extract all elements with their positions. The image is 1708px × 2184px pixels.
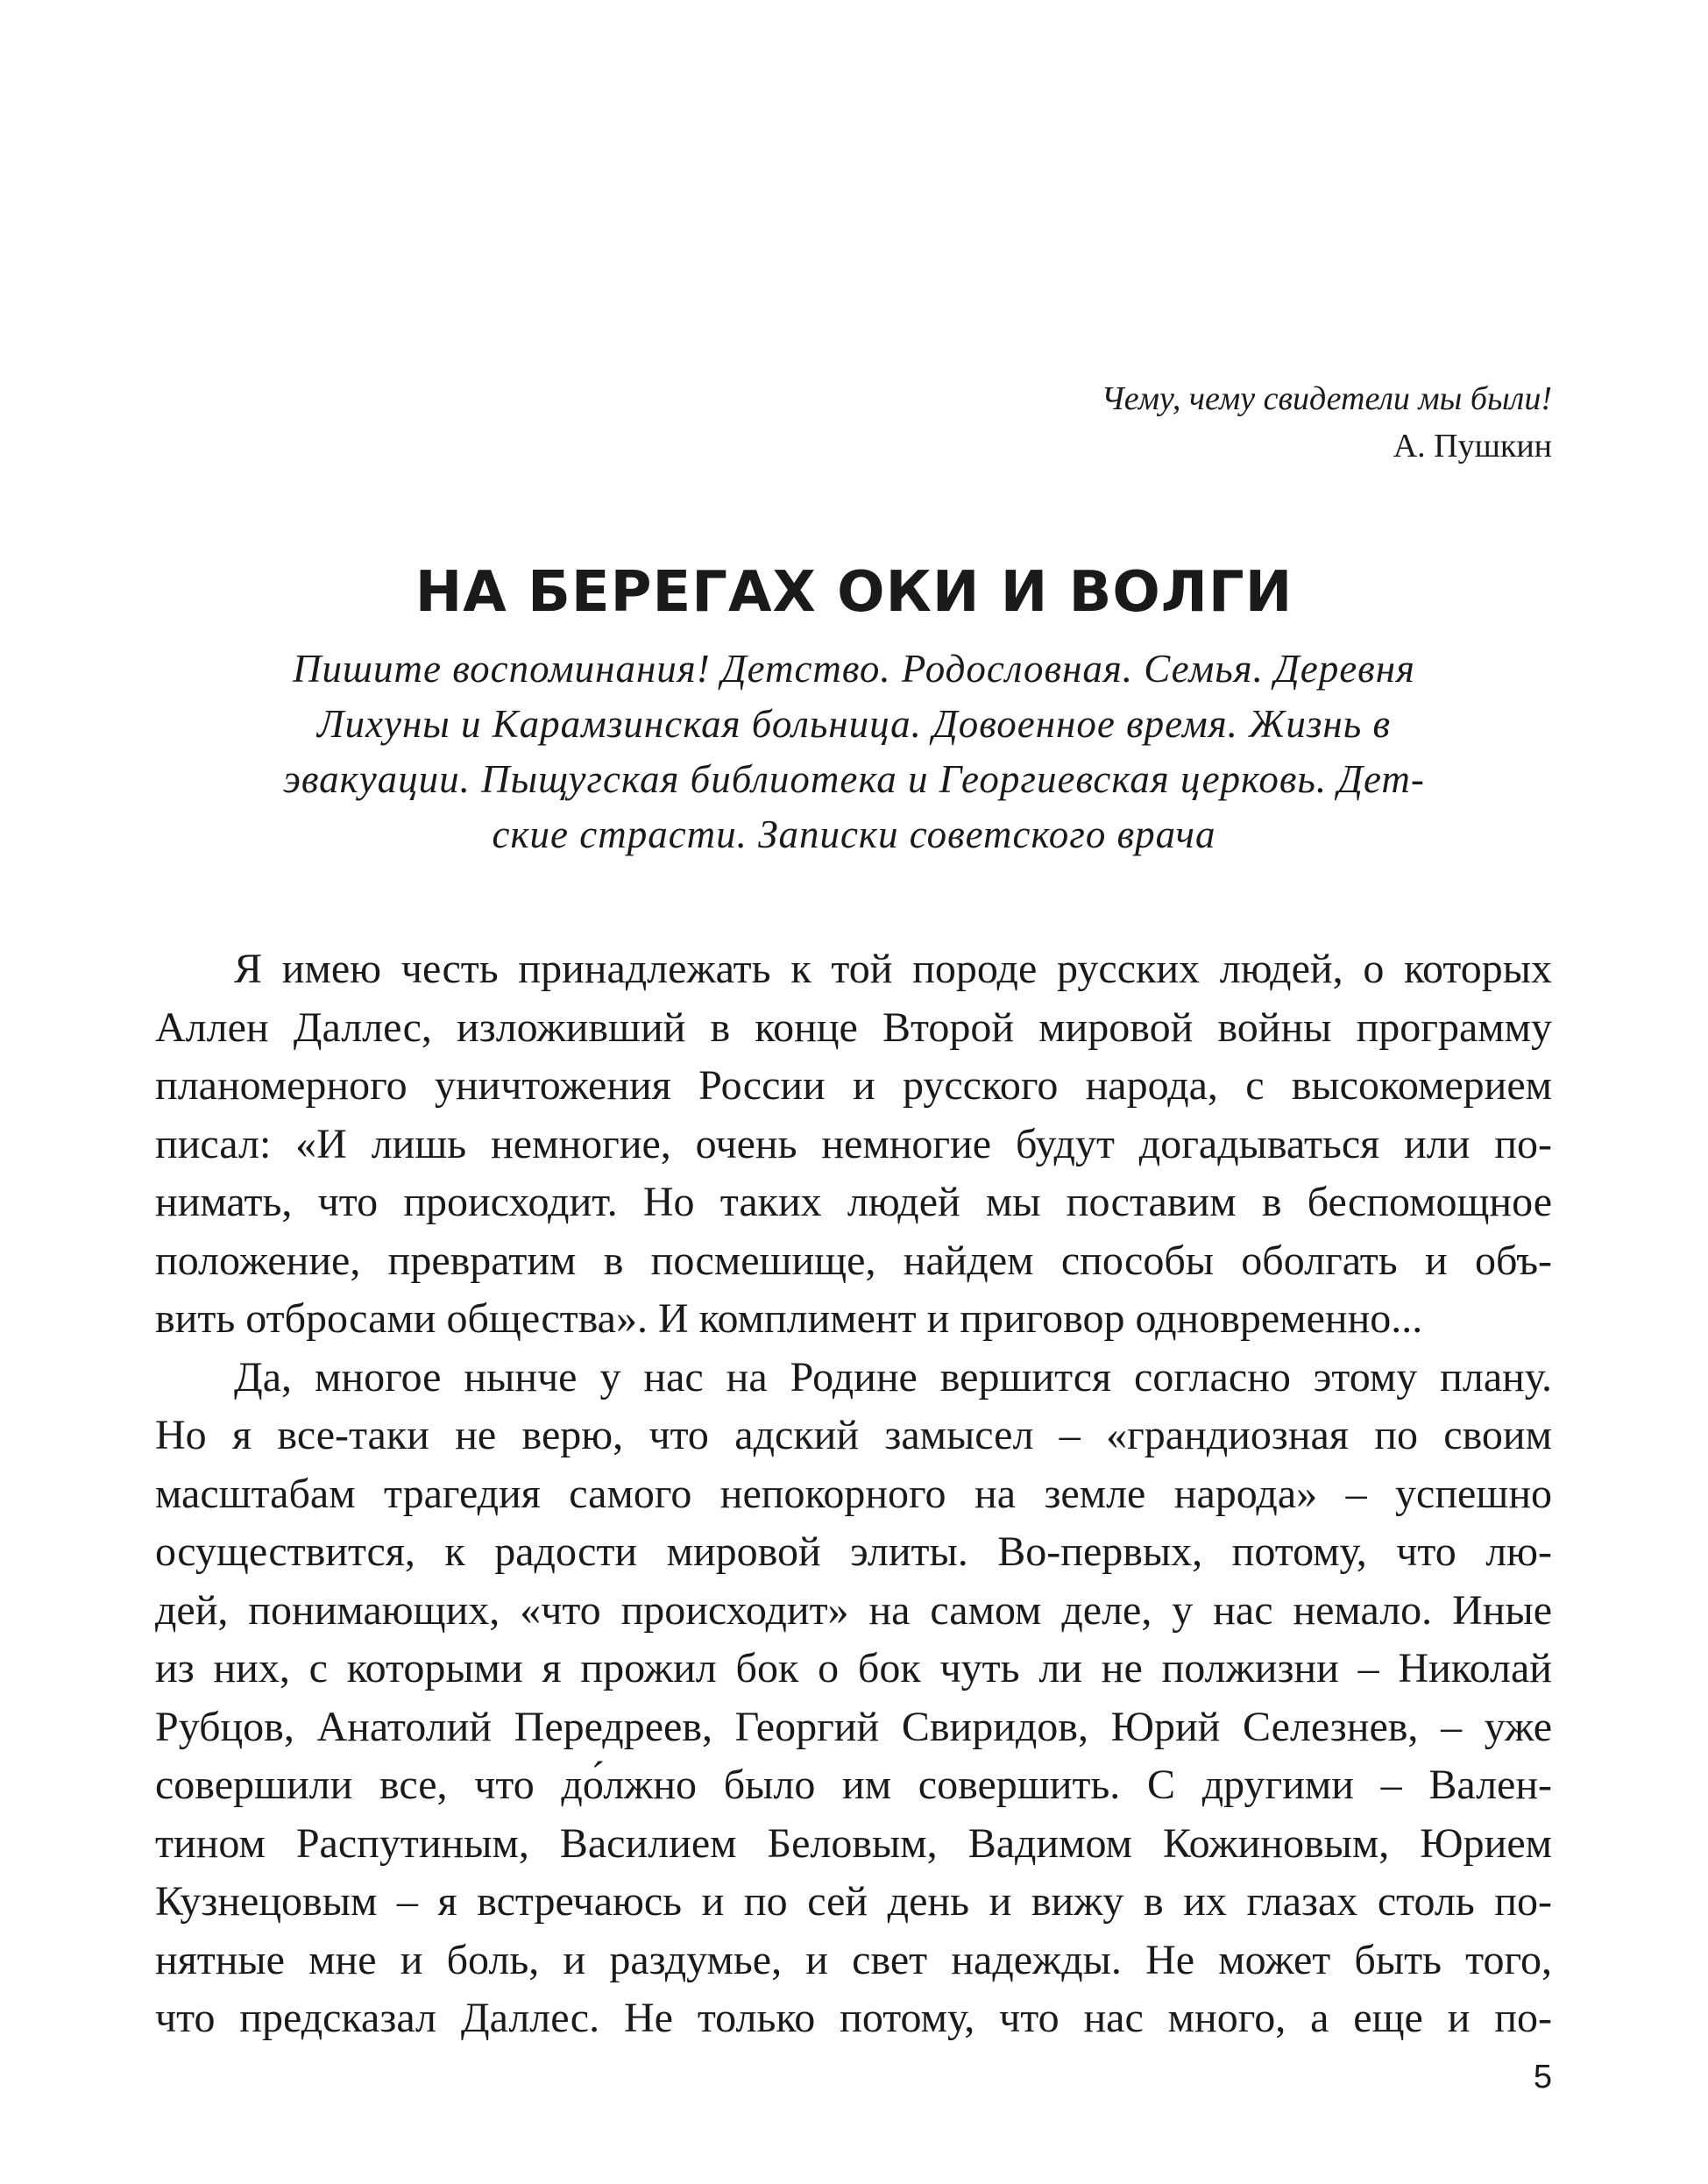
text-line: Но я все-таки не верю, что адский замысел – «грандиозная по своим (155, 1412, 1552, 1458)
text-line: осуществится, к радости мировой элиты. Во-первых, потому, что лю- (155, 1528, 1552, 1575)
text-line: положение, превратим в посмешище, найдем способы оболгать и объ- (155, 1237, 1552, 1284)
text-line: Да, многое нынче у нас на Родине вершится согласно этому плану. (234, 1353, 1552, 1400)
chapter-title: НА БЕРЕГАХ ОКИ И ВОЛГИ (415, 560, 1293, 625)
epigraph (1102, 375, 1552, 470)
body-text (155, 940, 1552, 2048)
summary-line: эвакуации. Пыщугская библиотека и Георгиевская церковь. Дет- (283, 757, 1425, 801)
text-line: что предсказал Даллес. Не только потому, что нас много, а еще и по- (155, 1995, 1552, 2041)
summary-line: Лихуны и Карамзинская больница. Довоенное время. Жизнь в (317, 702, 1391, 746)
text-line: Аллен Даллес, изложивший в конце Второй мировой войны программу (155, 1003, 1552, 1051)
text-line: совершили все, что до́лжно было им совершить. С другими – Вален- (155, 1762, 1552, 1808)
text-line: Я имею честь принадлежать к той породе русских людей, о которых (234, 946, 1552, 992)
page-number: 5 (1533, 2059, 1552, 2095)
text-line: Кузнецовым – я встречаюсь и по сей день и вижу в их глазах столь по- (155, 1878, 1552, 1925)
chapter-summary (230, 642, 1478, 862)
text-line: тином Распутиным, Василием Беловым, Вадимом Кожиновым, Юрием (155, 1819, 1552, 1867)
text-line: нимать, что происходит. Но таких людей мы поставим в беспомощное (155, 1179, 1552, 1225)
summary-line: ские страсти. Записки советского врача (492, 812, 1216, 856)
epigraph-quote: Чему, чему свидетели мы были! (1101, 380, 1552, 417)
epigraph-author: А. Пушкин (1393, 428, 1552, 464)
text-line: писал: «И лишь немногие, очень немногие будут догадываться или по- (155, 1120, 1552, 1167)
text-line: из них, с которыми я прожил бок о бок чуть ли не полжизни – Николай (155, 1645, 1552, 1691)
summary-line: Пишите воспоминания! Детство. Родословная. Семья. Деревня (293, 647, 1415, 691)
text-line: нятные мне и боль, и раздумье, и свет надежды. Не может быть того, (155, 1936, 1552, 1983)
text-line: масштабам трагедия самого непокорного на земле народа» – успешно (155, 1470, 1552, 1517)
text-line: дей, понимающих, «что происходит» на самом деле, у нас немало. Иные (155, 1586, 1552, 1634)
text-line: Рубцов, Анатолий Передреев, Георгий Свиридов, Юрий Селезнев, – уже (155, 1703, 1552, 1750)
text-line: планомерного уничтожения России и русского народа, с высокомерием (155, 1062, 1552, 1109)
text-line: вить отбросами общества». И комплимент и приговор одновременно... (155, 1295, 1423, 1342)
